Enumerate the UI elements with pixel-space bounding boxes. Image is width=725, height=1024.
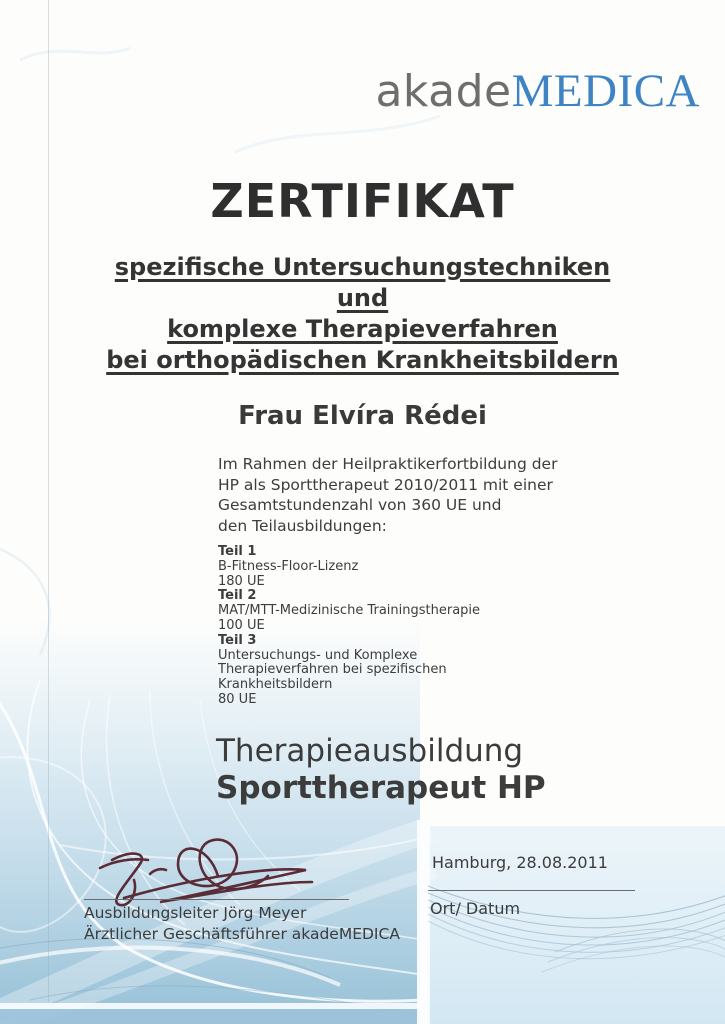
logo-medica: MEDICA <box>511 65 700 117</box>
logo <box>375 64 700 118</box>
description-line: den Teilausbildungen: <box>218 516 387 535</box>
part-course: B-Fitness-Floor-Lizenz <box>218 558 359 574</box>
subject-line: komplexe Therapieverfahren <box>167 315 558 343</box>
subject-block <box>0 252 725 376</box>
certificate-title: ZERTIFIKAT <box>210 174 515 228</box>
place-date-value: Hamburg, 28.08.2011 <box>432 853 608 872</box>
subject-line: spezifische Untersuchungstechniken <box>114 253 611 281</box>
subject-line: bei orthopädischen Krankheitsbildern <box>106 346 619 374</box>
program-block <box>216 733 546 807</box>
part-label: Teil 1 <box>218 544 257 559</box>
part-label: Teil 2 <box>218 588 257 604</box>
description-line: HP als Sporttherapeut 2010/2011 mit einer <box>218 475 553 494</box>
description-paragraph <box>218 454 558 536</box>
part-hours: 180 UE <box>218 573 265 589</box>
date-rule <box>428 890 635 891</box>
part-course: MAT/MTT-Medizinische Trainingstherapie <box>218 603 481 619</box>
part-course: Therapieverfahren bei spezifischen Krankheitsbildern <box>218 662 447 693</box>
part-course: Untersuchungs- und Komplexe <box>218 647 418 663</box>
signatory-role-2: Ärztlicher Geschäftsführer akadeMEDICA <box>84 924 400 943</box>
program-name: Therapieausbildung <box>216 733 524 769</box>
parts-list <box>218 545 548 708</box>
place-date-label: Ort/ Datum <box>430 899 521 918</box>
description-line: Im Rahmen der Heilpraktikerfortbildung der <box>218 455 558 473</box>
signature-graphic <box>90 830 340 908</box>
scan-fold-line <box>48 0 49 1002</box>
signatory-role-1: Ausbildungsleiter Jörg Meyer <box>84 904 307 922</box>
part-label: Teil 3 <box>218 632 257 648</box>
signatory-block <box>84 903 400 944</box>
signature-rule <box>84 899 349 900</box>
part-hours: 80 UE <box>218 691 257 707</box>
logo-akade: akade <box>375 66 512 117</box>
subject-line: und <box>336 284 389 312</box>
part-hours: 100 UE <box>218 617 265 633</box>
recipient-name: Frau Elvíra Rédei <box>238 401 487 431</box>
description-line: Gesamtstundenzahl von 360 UE und <box>218 496 502 514</box>
program-degree: Sporttherapeut HP <box>216 770 546 806</box>
